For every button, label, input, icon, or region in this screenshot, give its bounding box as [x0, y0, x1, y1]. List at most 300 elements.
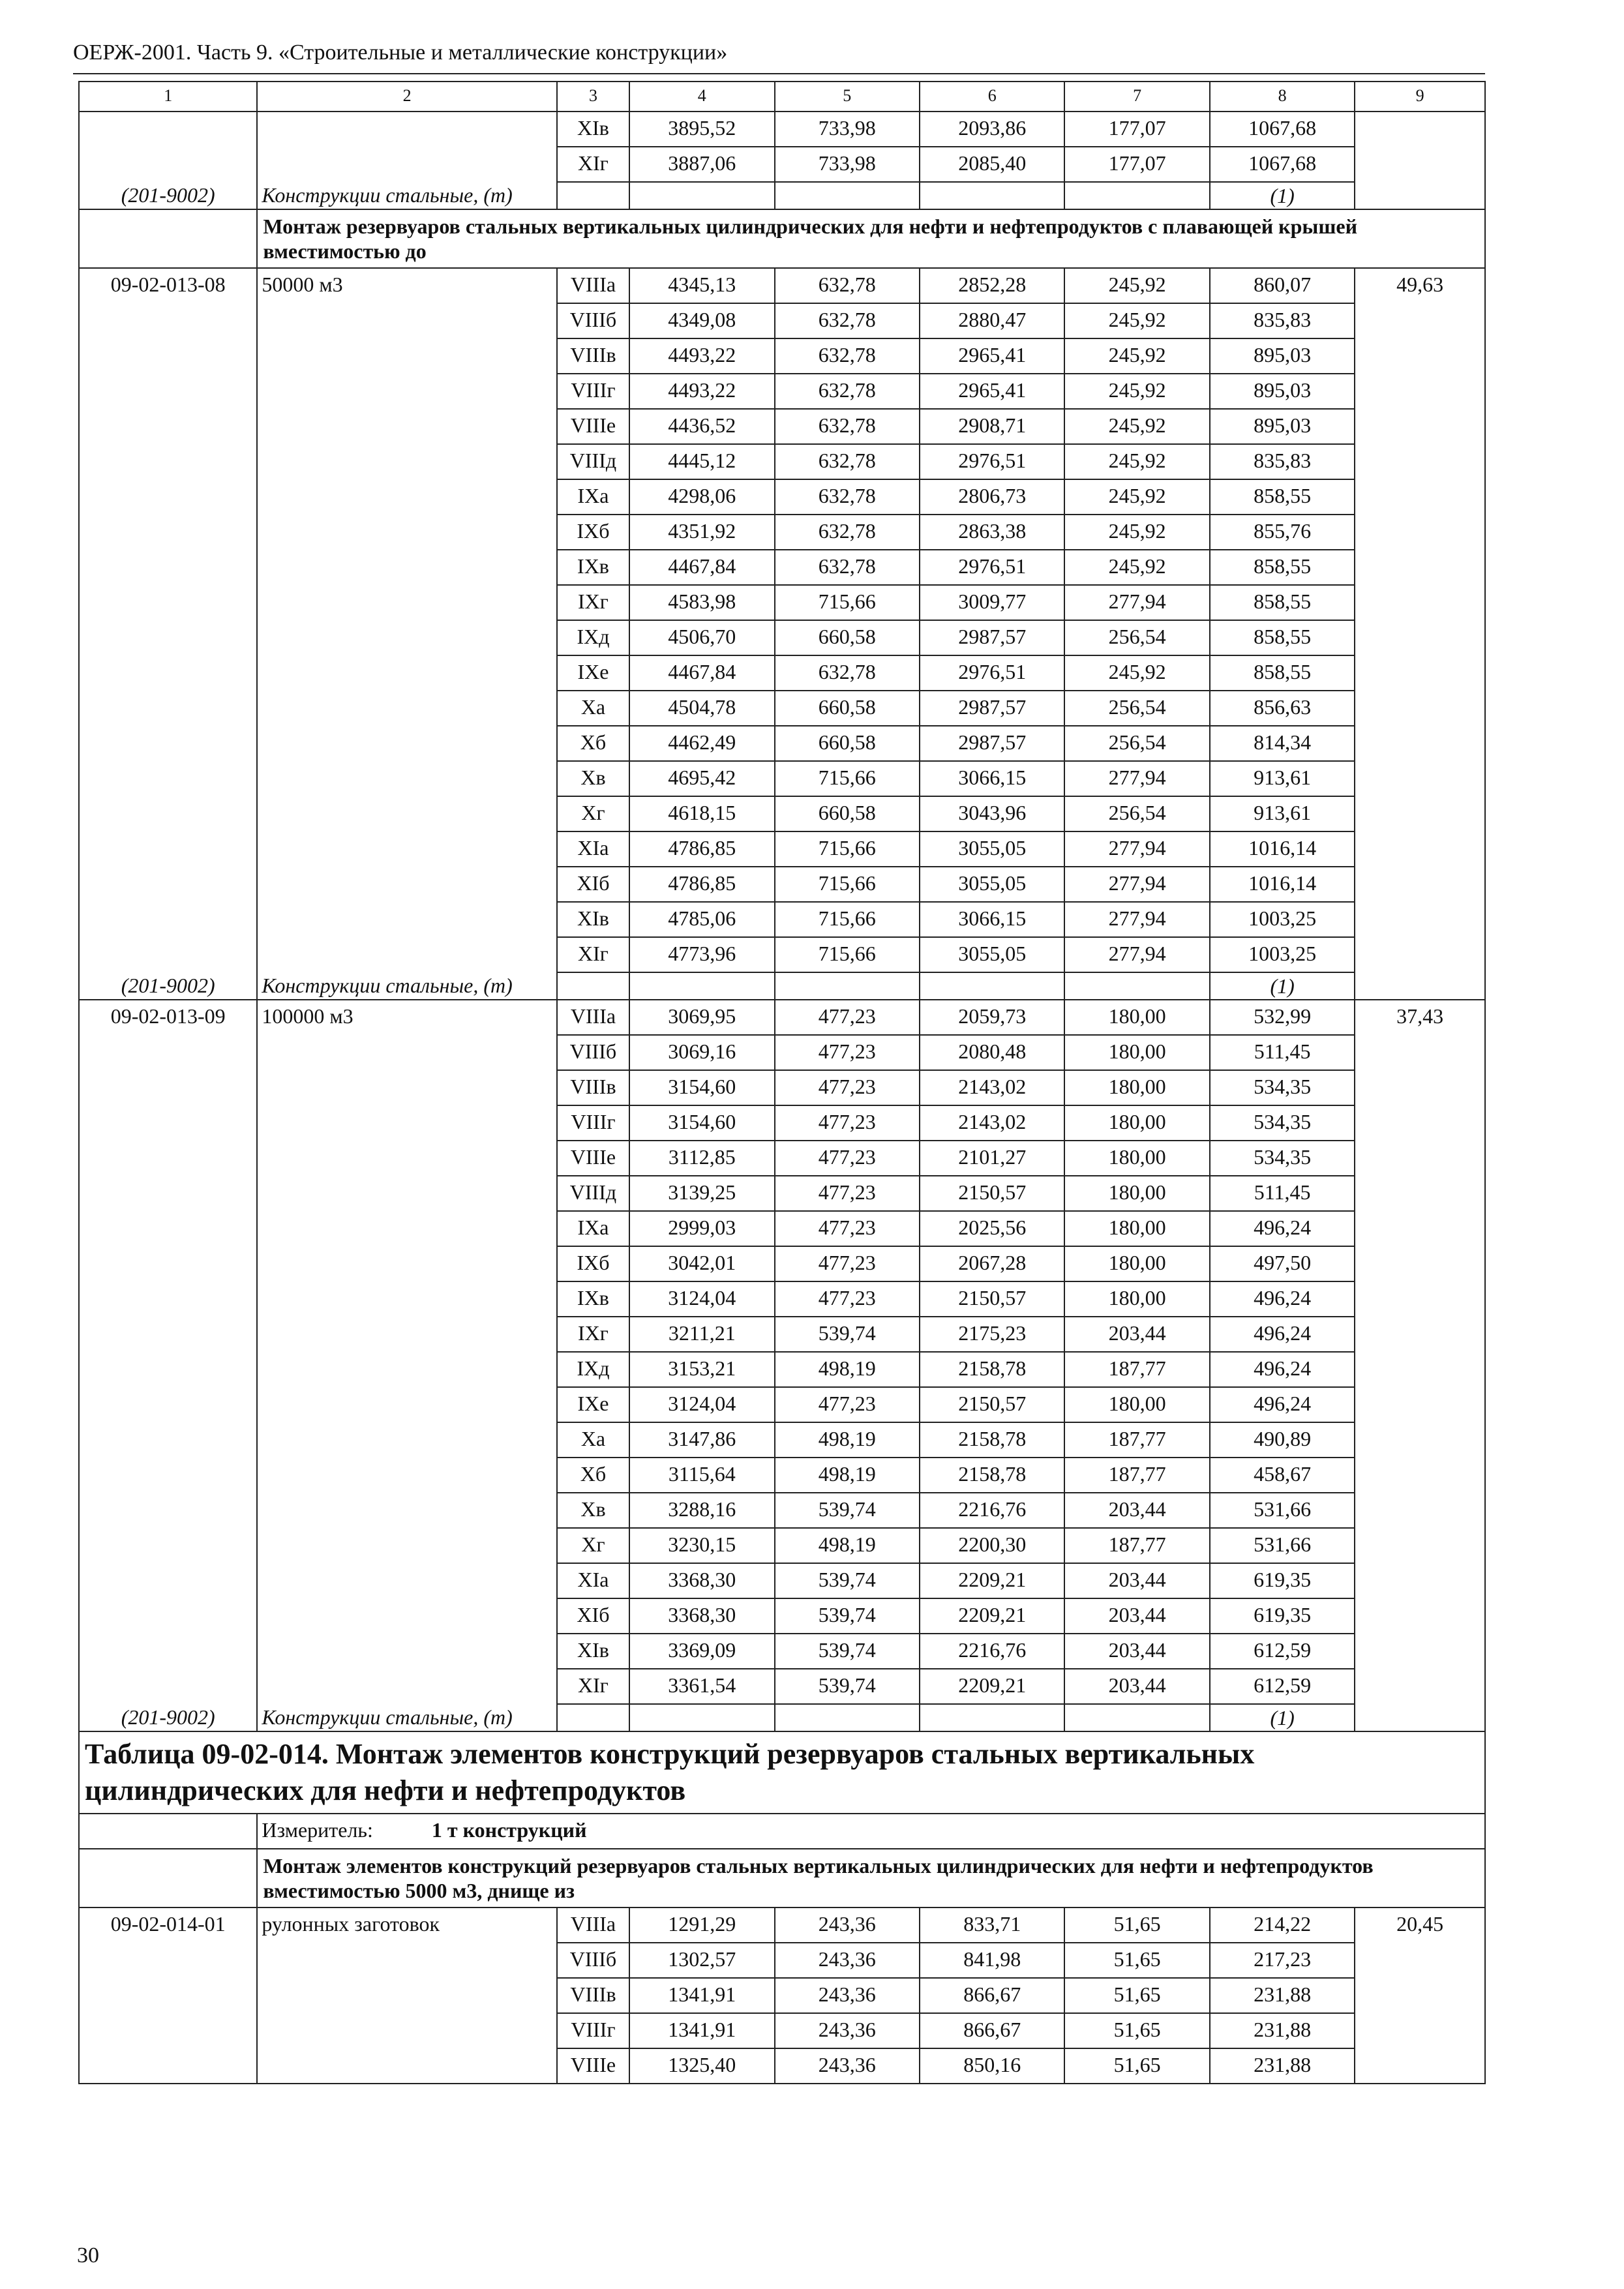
- cell-machines: 2209,21: [920, 1669, 1064, 1704]
- table-row: [79, 1141, 1485, 1176]
- empty-cell: [1355, 409, 1485, 444]
- cell-machines: 2158,78: [920, 1352, 1064, 1387]
- cell-operators: 277,94: [1064, 867, 1209, 902]
- empty-cell: [257, 867, 556, 902]
- cell-zone: VIIIв: [557, 338, 629, 374]
- empty-cell: [1355, 1704, 1485, 1731]
- cell-machines: 850,16: [920, 2048, 1064, 2084]
- cell-zone: XIг: [557, 937, 629, 972]
- cell-total: 3139,25: [629, 1176, 774, 1211]
- empty-cell: [775, 972, 920, 1000]
- empty-cell: [1355, 1317, 1485, 1352]
- empty-cell: [79, 1978, 257, 2013]
- empty-cell: [257, 303, 556, 338]
- cell-wages: 539,74: [775, 1317, 920, 1352]
- cell-operators: 245,92: [1064, 550, 1209, 585]
- empty-cell: [257, 1281, 556, 1317]
- empty-cell: [79, 374, 257, 409]
- empty-cell: [79, 1176, 257, 1211]
- cell-operators: 180,00: [1064, 1105, 1209, 1141]
- empty-cell: [257, 902, 556, 937]
- cell-machines: 2863,38: [920, 515, 1064, 550]
- cell-machines: 2143,02: [920, 1105, 1064, 1141]
- empty-cell: [1355, 147, 1485, 182]
- empty-cell: [1355, 1035, 1485, 1070]
- cell-wages: 539,74: [775, 1634, 920, 1669]
- empty-cell: [629, 972, 774, 1000]
- table-row: [79, 620, 1485, 655]
- cell-operators: 187,77: [1064, 1422, 1209, 1458]
- table-row: [79, 1035, 1485, 1070]
- empty-cell: [1355, 655, 1485, 691]
- cell-operators: 245,92: [1064, 479, 1209, 515]
- cell-zone: XIг: [557, 1669, 629, 1704]
- table-row: [79, 761, 1485, 796]
- empty-cell: [920, 182, 1064, 209]
- column-number: 5: [775, 82, 920, 112]
- cell-zone: IXв: [557, 550, 629, 585]
- cell-materials: 1016,14: [1210, 831, 1355, 867]
- empty-cell: [1355, 1246, 1485, 1281]
- empty-cell: [257, 1943, 556, 1978]
- table-row: [79, 2013, 1485, 2048]
- cell-zone: VIIIе: [557, 409, 629, 444]
- empty-cell: [79, 444, 257, 479]
- section-title-row: [79, 1849, 1485, 1908]
- cell-total: 3069,95: [629, 1000, 774, 1035]
- cell-total: 4351,92: [629, 515, 774, 550]
- cell-materials: 619,35: [1210, 1598, 1355, 1634]
- cell-wages: 539,74: [775, 1563, 920, 1598]
- empty-cell: [79, 1634, 257, 1669]
- rate-name: рулонных заготовок: [257, 1908, 556, 1943]
- cell-materials: 612,59: [1210, 1669, 1355, 1704]
- header-divider: [73, 73, 1485, 74]
- cell-zone: IXв: [557, 1281, 629, 1317]
- empty-cell: [257, 2013, 556, 2048]
- empty-cell: [79, 585, 257, 620]
- cell-zone: XIа: [557, 831, 629, 867]
- table-row: [79, 374, 1485, 409]
- cell-machines: 2852,28: [920, 268, 1064, 303]
- column-number: 1: [79, 82, 257, 112]
- cell-machines: 2976,51: [920, 444, 1064, 479]
- cell-zone: XIа: [557, 1563, 629, 1598]
- table-row: [79, 1211, 1485, 1246]
- resource-name: Конструкции стальные, (т): [257, 972, 556, 1000]
- cell-materials: 534,35: [1210, 1141, 1355, 1176]
- empty-cell: [79, 1458, 257, 1493]
- empty-cell: [79, 655, 257, 691]
- cell-operators: 180,00: [1064, 1387, 1209, 1422]
- column-numbers-row: [79, 82, 1485, 112]
- cell-machines: 2976,51: [920, 550, 1064, 585]
- cell-zone: IXа: [557, 1211, 629, 1246]
- cell-zone: IXд: [557, 620, 629, 655]
- empty-cell: [79, 937, 257, 972]
- empty-cell: [1355, 1422, 1485, 1458]
- empty-cell: [1355, 1634, 1485, 1669]
- table-row: [79, 1493, 1485, 1528]
- cell-machines: 2987,57: [920, 726, 1064, 761]
- empty-cell: [1355, 1070, 1485, 1105]
- cell-total: 4462,49: [629, 726, 774, 761]
- resource-code: (201-9002): [79, 972, 257, 1000]
- table-row: [79, 1000, 1485, 1035]
- empty-cell: [1355, 1176, 1485, 1211]
- cell-total: 3154,60: [629, 1105, 774, 1141]
- rate-name: 100000 м3: [257, 1000, 556, 1035]
- cell-materials: 496,24: [1210, 1317, 1355, 1352]
- table-row: [79, 1317, 1485, 1352]
- cell-zone: VIIIв: [557, 1070, 629, 1105]
- resource-code: (201-9002): [79, 1704, 257, 1731]
- empty-cell: [257, 1070, 556, 1105]
- rates-table: [78, 81, 1486, 2084]
- cell-zone: VIIIг: [557, 2013, 629, 2048]
- cell-machines: 2216,76: [920, 1634, 1064, 1669]
- cell-total: 3042,01: [629, 1246, 774, 1281]
- empty-cell: [1355, 1458, 1485, 1493]
- cell-total: 4467,84: [629, 550, 774, 585]
- cell-wages: 477,23: [775, 1000, 920, 1035]
- empty-cell: [1355, 550, 1485, 585]
- rate-code: 09-02-014-01: [79, 1908, 257, 1943]
- cell-total: 1302,57: [629, 1943, 774, 1978]
- cell-operators: 245,92: [1064, 338, 1209, 374]
- cell-zone: VIIIб: [557, 1943, 629, 1978]
- cell-zone: XIг: [557, 147, 629, 182]
- cell-materials: 490,89: [1210, 1422, 1355, 1458]
- cell-machines: 2209,21: [920, 1598, 1064, 1634]
- cell-wages: 632,78: [775, 374, 920, 409]
- cell-zone: IXг: [557, 585, 629, 620]
- empty-cell: [1355, 1352, 1485, 1387]
- cell-wages: 632,78: [775, 409, 920, 444]
- cell-total: 3230,15: [629, 1528, 774, 1563]
- cell-materials: 612,59: [1210, 1634, 1355, 1669]
- empty-cell: [257, 1246, 556, 1281]
- cell-zone: Xг: [557, 796, 629, 831]
- empty-cell: [920, 1704, 1064, 1731]
- table-row: [79, 1246, 1485, 1281]
- empty-cell: [79, 1141, 257, 1176]
- cell-wages: 477,23: [775, 1035, 920, 1070]
- cell-wages: 733,98: [775, 112, 920, 147]
- cell-wages: 477,23: [775, 1070, 920, 1105]
- cell-zone: VIIIа: [557, 1908, 629, 1943]
- cell-operators: 51,65: [1064, 1978, 1209, 2013]
- cell-materials: 1003,25: [1210, 902, 1355, 937]
- empty-cell: [257, 147, 556, 182]
- cell-machines: 2150,57: [920, 1387, 1064, 1422]
- cell-wages: 715,66: [775, 761, 920, 796]
- cell-total: 3211,21: [629, 1317, 774, 1352]
- cell-materials: 858,55: [1210, 479, 1355, 515]
- table-row: [79, 937, 1485, 972]
- table-title: Таблица 09-02-014. Монтаж элементов конструкций резервуаров стальных вертикальных цилиндрических для нефти и нефтепродуктов: [79, 1731, 1485, 1814]
- cell-total: 3069,16: [629, 1035, 774, 1070]
- empty-cell: [79, 1528, 257, 1563]
- cell-total: 4467,84: [629, 655, 774, 691]
- cell-operators: 180,00: [1064, 1211, 1209, 1246]
- cell-zone: VIIIд: [557, 444, 629, 479]
- cell-wages: 632,78: [775, 515, 920, 550]
- table-row: [79, 1352, 1485, 1387]
- cell-wages: 632,78: [775, 338, 920, 374]
- empty-cell: [257, 796, 556, 831]
- cell-materials: 913,61: [1210, 761, 1355, 796]
- cell-operators: 180,00: [1064, 1141, 1209, 1176]
- cell-total: 3369,09: [629, 1634, 774, 1669]
- table-row: [79, 1598, 1485, 1634]
- cell-wages: 715,66: [775, 902, 920, 937]
- cell-materials: 913,61: [1210, 796, 1355, 831]
- cell-total: 3115,64: [629, 1458, 774, 1493]
- table-row: [79, 338, 1485, 374]
- cell-operators: 245,92: [1064, 655, 1209, 691]
- cell-machines: 2059,73: [920, 1000, 1064, 1035]
- cell-total: 4298,06: [629, 479, 774, 515]
- resource-value: (1): [1210, 972, 1355, 1000]
- cell-zone: VIIIб: [557, 303, 629, 338]
- cell-operators: 180,00: [1064, 1176, 1209, 1211]
- cell-total: 4695,42: [629, 761, 774, 796]
- cell-materials: 497,50: [1210, 1246, 1355, 1281]
- table-row: [79, 1176, 1485, 1211]
- cell-wages: 660,58: [775, 726, 920, 761]
- cell-operators: 177,07: [1064, 112, 1209, 147]
- table-row: [79, 867, 1485, 902]
- cell-total: 1341,91: [629, 1978, 774, 2013]
- column-number: 9: [1355, 82, 1485, 112]
- cell-materials: 511,45: [1210, 1035, 1355, 1070]
- table-row: [79, 902, 1485, 937]
- cell-total: 3361,54: [629, 1669, 774, 1704]
- table-row: [79, 2048, 1485, 2084]
- table-row: [79, 550, 1485, 585]
- empty-cell: [79, 409, 257, 444]
- table-row: [79, 831, 1485, 867]
- cell-total: 1325,40: [629, 2048, 774, 2084]
- empty-cell: [257, 112, 556, 147]
- column-number: 2: [257, 82, 556, 112]
- cell-total: 3887,06: [629, 147, 774, 182]
- table-row: [79, 655, 1485, 691]
- empty-cell: [79, 1246, 257, 1281]
- table-row: [79, 515, 1485, 550]
- cell-machines: 2976,51: [920, 655, 1064, 691]
- cell-machines: 2175,23: [920, 1317, 1064, 1352]
- cell-total: 3147,86: [629, 1422, 774, 1458]
- empty-cell: [79, 1849, 257, 1908]
- cell-operators: 245,92: [1064, 444, 1209, 479]
- empty-cell: [1355, 303, 1485, 338]
- cell-wages: 477,23: [775, 1105, 920, 1141]
- resource-value: (1): [1210, 182, 1355, 209]
- empty-cell: [79, 1317, 257, 1352]
- table-row: [79, 112, 1485, 147]
- cell-machines: 2025,56: [920, 1211, 1064, 1246]
- cell-zone: Xв: [557, 1493, 629, 1528]
- cell-machines: 2150,57: [920, 1176, 1064, 1211]
- cell-operators: 187,77: [1064, 1458, 1209, 1493]
- cell-materials: 532,99: [1210, 1000, 1355, 1035]
- cell-zone: Xв: [557, 761, 629, 796]
- cell-wages: 243,36: [775, 2013, 920, 2048]
- cell-zone: IXе: [557, 1387, 629, 1422]
- empty-cell: [79, 1211, 257, 1246]
- cell-materials: 496,24: [1210, 1281, 1355, 1317]
- table-row: [79, 1908, 1485, 1943]
- empty-cell: [1355, 1978, 1485, 2013]
- cell-materials: 835,83: [1210, 444, 1355, 479]
- empty-cell: [79, 1493, 257, 1528]
- cell-machines: 2143,02: [920, 1070, 1064, 1105]
- cell-wages: 632,78: [775, 268, 920, 303]
- cell-wages: 632,78: [775, 550, 920, 585]
- cell-machines: 2200,30: [920, 1528, 1064, 1563]
- cell-operators: 203,44: [1064, 1563, 1209, 1598]
- empty-cell: [557, 1704, 629, 1731]
- cell-zone: Xб: [557, 1458, 629, 1493]
- cell-operators: 51,65: [1064, 2013, 1209, 2048]
- cell-wages: 733,98: [775, 147, 920, 182]
- meter-value: 1 т конструкций: [431, 1818, 587, 1842]
- cell-operators: 187,77: [1064, 1352, 1209, 1387]
- empty-cell: [1355, 1669, 1485, 1704]
- cell-materials: 895,03: [1210, 409, 1355, 444]
- cell-materials: 217,23: [1210, 1943, 1355, 1978]
- table-row: [79, 409, 1485, 444]
- empty-cell: [1355, 831, 1485, 867]
- cell-machines: 2150,57: [920, 1281, 1064, 1317]
- cell-operators: 203,44: [1064, 1669, 1209, 1704]
- resource-name: Конструкции стальные, (т): [257, 182, 556, 209]
- cell-total: 3153,21: [629, 1352, 774, 1387]
- empty-cell: [79, 1422, 257, 1458]
- empty-cell: [1355, 796, 1485, 831]
- cell-materials: 1003,25: [1210, 937, 1355, 972]
- empty-cell: [629, 182, 774, 209]
- cell-zone: IXб: [557, 515, 629, 550]
- cell-wages: 243,36: [775, 1943, 920, 1978]
- empty-cell: [1064, 182, 1209, 209]
- cell-operators: 256,54: [1064, 620, 1209, 655]
- cell-total: 3112,85: [629, 1141, 774, 1176]
- empty-cell: [257, 620, 556, 655]
- empty-cell: [257, 655, 556, 691]
- cell-operators: 180,00: [1064, 1246, 1209, 1281]
- cell-zone: Xб: [557, 726, 629, 761]
- empty-cell: [79, 761, 257, 796]
- empty-cell: [1355, 691, 1485, 726]
- empty-cell: [629, 1704, 774, 1731]
- resource-footer-row: [79, 182, 1485, 209]
- cell-machines: 2158,78: [920, 1458, 1064, 1493]
- empty-cell: [257, 1176, 556, 1211]
- cell-operators: 203,44: [1064, 1317, 1209, 1352]
- rates-table-body: [79, 82, 1485, 2084]
- cell-wages: 715,66: [775, 585, 920, 620]
- cell-total: 1291,29: [629, 1908, 774, 1943]
- empty-cell: [79, 796, 257, 831]
- cell-machines: 2908,71: [920, 409, 1064, 444]
- cell-zone: VIIIа: [557, 268, 629, 303]
- empty-cell: [1064, 1704, 1209, 1731]
- empty-cell: [1355, 1105, 1485, 1141]
- empty-cell: [775, 182, 920, 209]
- empty-cell: [79, 620, 257, 655]
- cell-zone: XIб: [557, 1598, 629, 1634]
- cell-machines: 2158,78: [920, 1422, 1064, 1458]
- empty-cell: [79, 1563, 257, 1598]
- cell-machines: 2093,86: [920, 112, 1064, 147]
- rate-col9: 37,43: [1355, 1000, 1485, 1035]
- cell-wages: 660,58: [775, 796, 920, 831]
- empty-cell: [79, 1352, 257, 1387]
- empty-cell: [1355, 182, 1485, 209]
- meter-label: Измеритель:: [262, 1818, 373, 1842]
- empty-cell: [1355, 2048, 1485, 2084]
- table-row: [79, 1281, 1485, 1317]
- empty-cell: [1355, 1141, 1485, 1176]
- empty-cell: [79, 1281, 257, 1317]
- cell-machines: 2806,73: [920, 479, 1064, 515]
- cell-operators: 245,92: [1064, 374, 1209, 409]
- cell-wages: 632,78: [775, 444, 920, 479]
- cell-materials: 231,88: [1210, 2013, 1355, 2048]
- empty-cell: [79, 338, 257, 374]
- cell-total: 4436,52: [629, 409, 774, 444]
- cell-zone: VIIIг: [557, 374, 629, 409]
- cell-zone: VIIIе: [557, 1141, 629, 1176]
- empty-cell: [257, 1598, 556, 1634]
- cell-operators: 180,00: [1064, 1281, 1209, 1317]
- empty-cell: [257, 444, 556, 479]
- cell-zone: IXа: [557, 479, 629, 515]
- cell-operators: 277,94: [1064, 831, 1209, 867]
- cell-machines: 3055,05: [920, 831, 1064, 867]
- cell-machines: 2209,21: [920, 1563, 1064, 1598]
- cell-machines: 841,98: [920, 1943, 1064, 1978]
- cell-operators: 245,92: [1064, 303, 1209, 338]
- cell-materials: 511,45: [1210, 1176, 1355, 1211]
- cell-materials: 231,88: [1210, 2048, 1355, 2084]
- table-row: [79, 147, 1485, 182]
- cell-total: 4504,78: [629, 691, 774, 726]
- cell-zone: XIв: [557, 112, 629, 147]
- cell-operators: 51,65: [1064, 1908, 1209, 1943]
- cell-zone: VIIIа: [557, 1000, 629, 1035]
- resource-footer-row: [79, 972, 1485, 1000]
- cell-materials: 534,35: [1210, 1105, 1355, 1141]
- empty-cell: [79, 1598, 257, 1634]
- cell-machines: 3009,77: [920, 585, 1064, 620]
- empty-cell: [79, 726, 257, 761]
- empty-cell: [257, 1563, 556, 1598]
- empty-cell: [79, 147, 257, 182]
- cell-materials: 1016,14: [1210, 867, 1355, 902]
- empty-cell: [1355, 761, 1485, 796]
- empty-cell: [1355, 515, 1485, 550]
- empty-cell: [257, 1978, 556, 2013]
- cell-total: 4506,70: [629, 620, 774, 655]
- table-row: [79, 1422, 1485, 1458]
- empty-cell: [79, 867, 257, 902]
- rate-code: 09-02-013-09: [79, 1000, 257, 1035]
- table-row: [79, 1458, 1485, 1493]
